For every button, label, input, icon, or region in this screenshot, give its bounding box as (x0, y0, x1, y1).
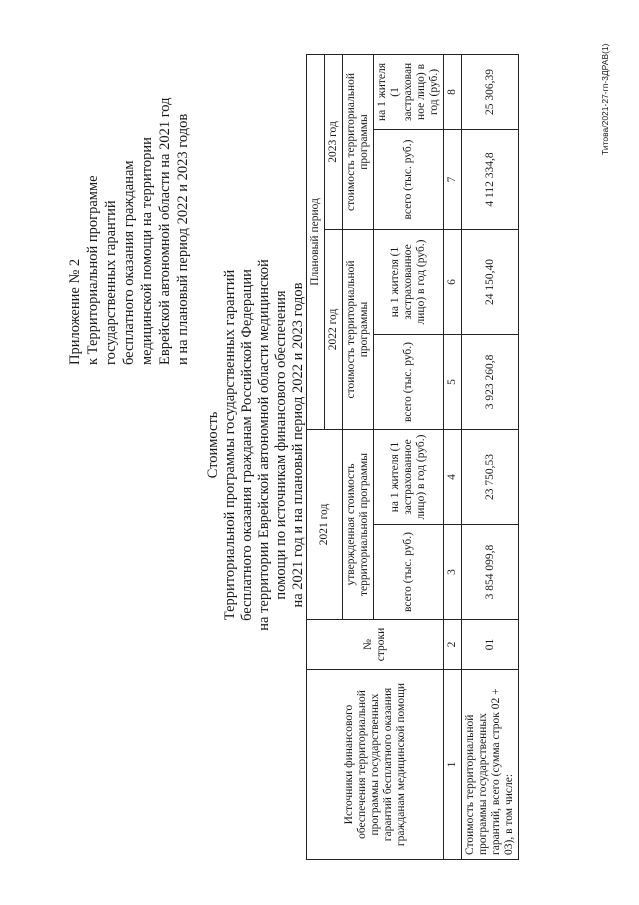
header-cost-2022: стоимость территориальной программы (343, 229, 374, 429)
cell-per-capita-2021: 23 750,53 (462, 429, 519, 524)
header-planned-period: Плановый период (307, 54, 325, 429)
row-label: Стоимость территориальной программы государственных гарантий, всего (сумма строк 02 + 03), в том числе: (462, 670, 519, 860)
row-number: 01 (462, 620, 519, 670)
cell-total-2022: 3 923 260,8 (462, 334, 519, 429)
header-per-capita-2022: на 1 жителя (1 застрахованное лицо) в год (руб.) (374, 229, 444, 334)
header-year-2021: 2021 год (307, 429, 343, 619)
appendix-line: к Территориальной программе (85, 175, 101, 365)
column-number: 3 (444, 525, 462, 620)
column-number: 4 (444, 429, 462, 524)
table-row (462, 54, 519, 859)
appendix-line: бесплатного оказания гражданам (121, 160, 137, 365)
footer-code: Титова/2021-27-гп-3ДРАВ(1) (600, 43, 610, 155)
header-cost-2023: стоимость территориальной программы (343, 54, 374, 229)
appendix-header (66, 45, 192, 365)
title-line: помощи по источникам финансового обеспечения (273, 290, 289, 600)
appendix-line: и на плановый период 2022 и 2023 годов (175, 113, 191, 365)
title-line: на 2021 год и на плановый период 2022 и 2023 годов (290, 282, 306, 608)
column-number: 2 (444, 620, 462, 670)
column-number: 1 (444, 670, 462, 860)
header-per-capita-2023: на 1 жителя (1 застрахован ное лицо) в год (руб.) (374, 54, 444, 129)
appendix-line: государственных гарантий (103, 200, 119, 365)
cell-total-2023: 4 112 334,8 (462, 129, 519, 229)
title-line: Стоимость (205, 411, 221, 479)
header-approved-cost-2021: утвержденная стоимость территориальной программы (343, 429, 374, 619)
header-per-capita-2021: на 1 жителя (1 застрахованное лицо) в год (руб.) (374, 429, 444, 524)
column-number-row (444, 54, 462, 859)
header-total-2023: всего (тыс. руб.) (374, 129, 444, 229)
header-sources: Источники финансового обеспечения территориальной программы государственных гарантий бесплатного оказания гражданам медицинской помощи (307, 670, 444, 860)
column-number: 5 (444, 334, 462, 429)
header-year-2022: 2022 год (325, 229, 343, 429)
header-total-2022: всего (тыс. руб.) (374, 334, 444, 429)
appendix-line: медицинской помощи на территории (139, 137, 155, 365)
title-line: на территории Еврейской автономной области медицинской (256, 259, 272, 631)
appendix-line: Приложение № 2 (67, 258, 83, 365)
appendix-line: Еврейской автономной области на 2021 год (157, 97, 173, 365)
header-row-number: № строки (307, 620, 444, 670)
cost-table (306, 54, 519, 860)
cell-total-2021: 3 854 099,8 (462, 525, 519, 620)
column-number: 7 (444, 129, 462, 229)
header-total-2021: всего (тыс. руб.) (374, 525, 444, 620)
header-row-1 (307, 54, 325, 859)
title-line: бесплатного оказания гражданам Российской Федерации (239, 269, 255, 621)
cell-per-capita-2023: 25 306,39 (462, 54, 519, 129)
cell-per-capita-2022: 24 150,40 (462, 229, 519, 334)
column-number: 6 (444, 229, 462, 334)
title-line: Территориальной программы государственных гарантий (222, 269, 238, 621)
header-year-2023: 2023 год (325, 54, 343, 229)
document-title (205, 145, 307, 745)
column-number: 8 (444, 54, 462, 129)
